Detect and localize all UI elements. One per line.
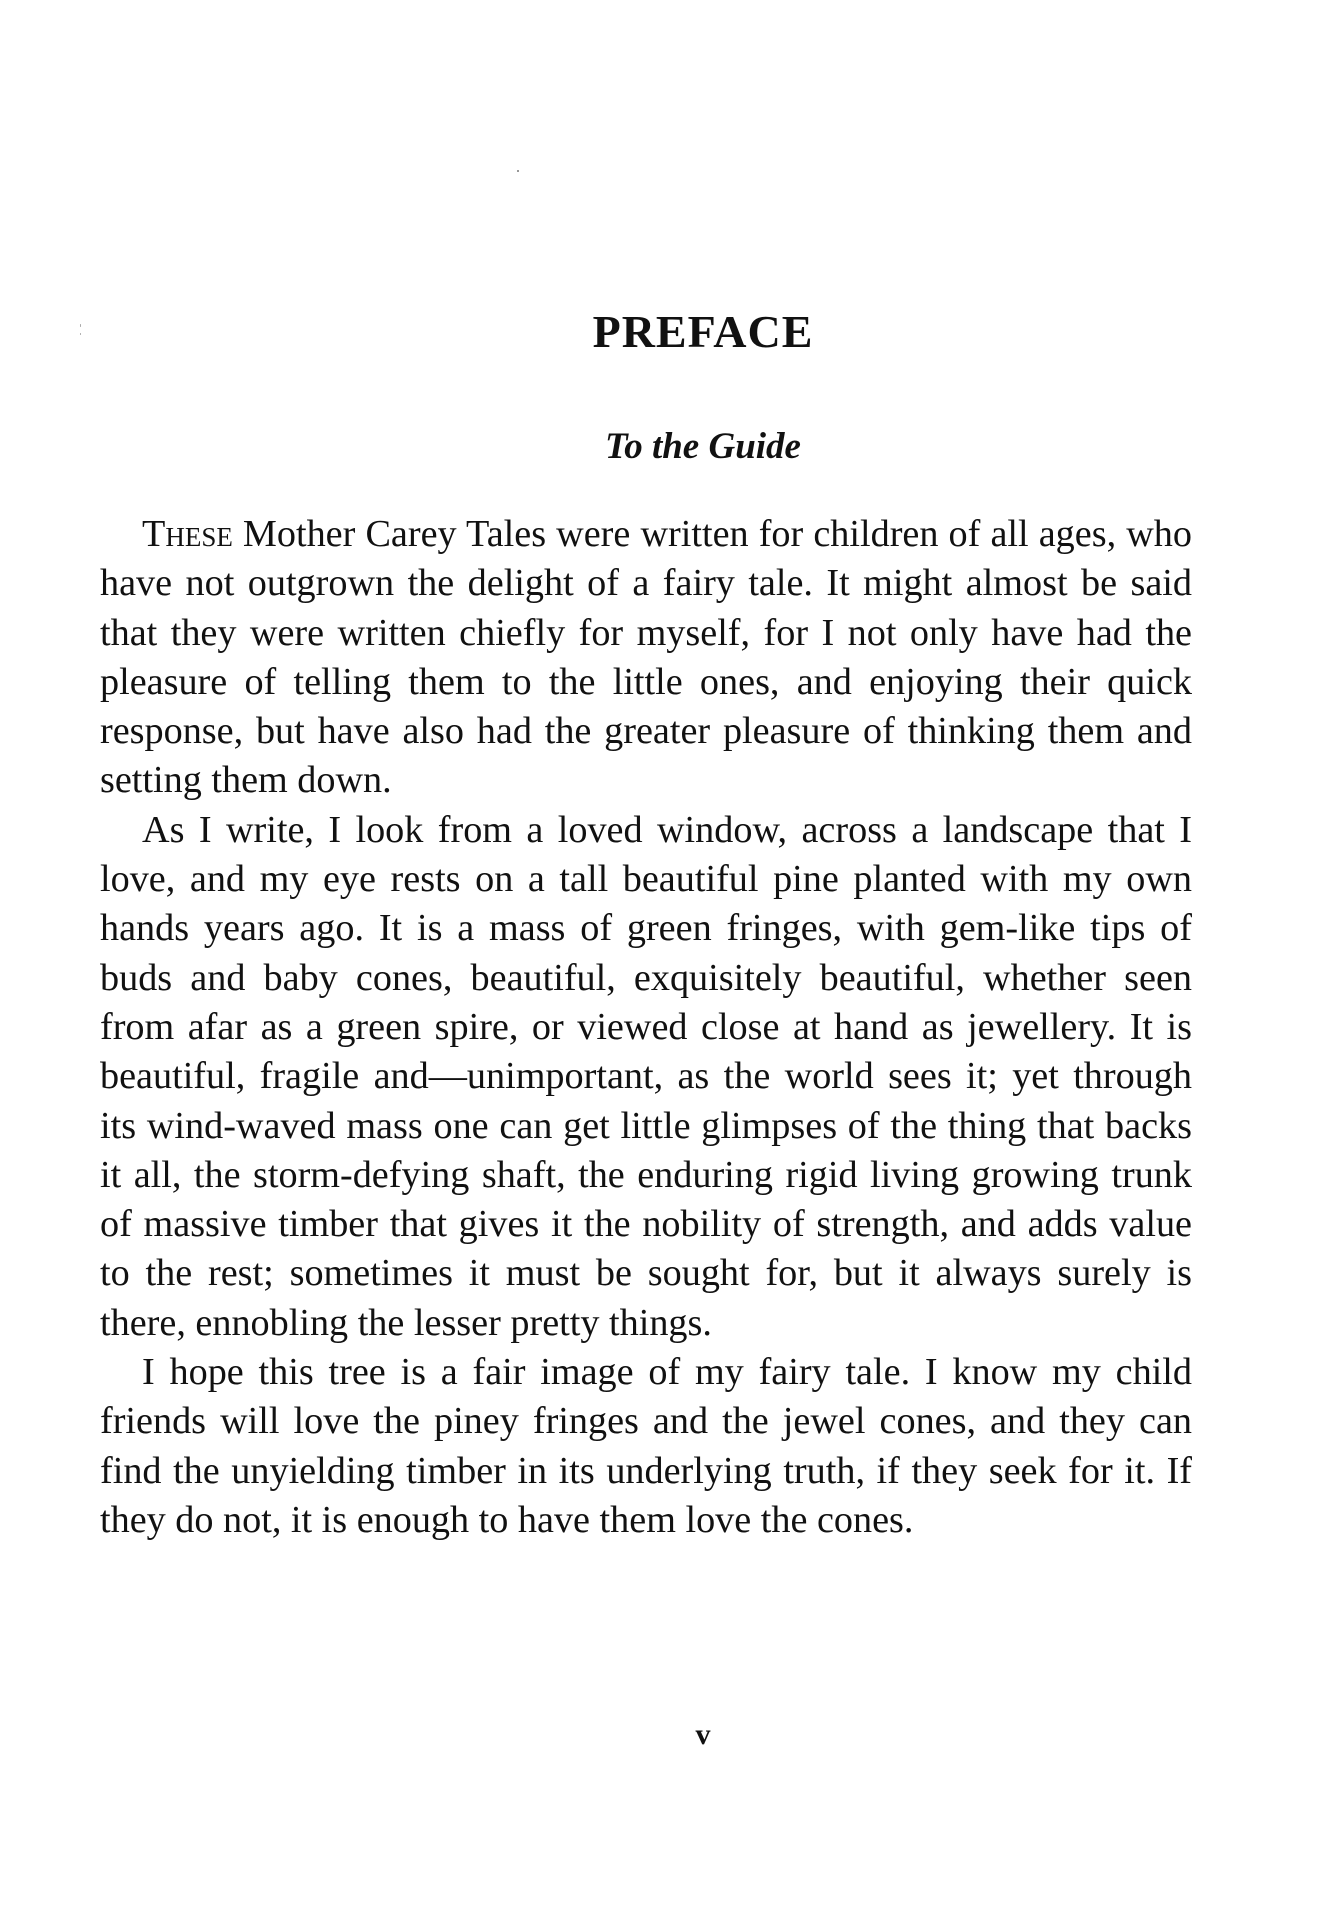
page-number: v (695, 1718, 711, 1751)
paragraph-text: Mother Carey Tales were written for children of all ages, who have not outgrown the delight of a fairy tale. It might almost be said that they were written chiefly for myself, for I not only have had the pleasure of telling them to the little ones, and enjoying their quick response, but have also had the greater pleasure of thinking them and setting them down. (100, 513, 1192, 802)
page-title: PREFACE (592, 306, 814, 357)
preface-body (100, 510, 1192, 1545)
page-subtitle: To the Guide (605, 426, 801, 467)
print-speck (517, 170, 519, 172)
paragraph-lead-word: These (142, 513, 233, 555)
paragraph-1 (100, 510, 1192, 806)
paragraph-3: I hope this tree is a fair image of my fairy tale. I know my child friends will love the piney fringes and the jewel cones, and they can find the unyielding timber in its underlying truth, if they seek for it. If they do not, it is enough to have them love the cones. (100, 1351, 1192, 1541)
paragraph-2: As I write, I look from a loved window, across a landscape that I love, and my eye rests on a tall beautiful pine planted with my own hands years ago. It is a mass of green fringes, with gem-like tips of buds and baby cones, beautiful, exquisitely beautiful, whether seen from afar as a green spire, or viewed close at hand as jewellery. It is beautiful, fragile and—unimportant, as the world sees it; yet through its wind-waved mass one can get little glimpses of the thing that backs it all, the storm-defying shaft, the enduring rigid living growing trunk of massive timber that gives it the nobility of strength, and adds value to the rest; sometimes it must be sought for, but it always surely is there, ennobling the lesser pretty things. (100, 808, 1192, 1344)
